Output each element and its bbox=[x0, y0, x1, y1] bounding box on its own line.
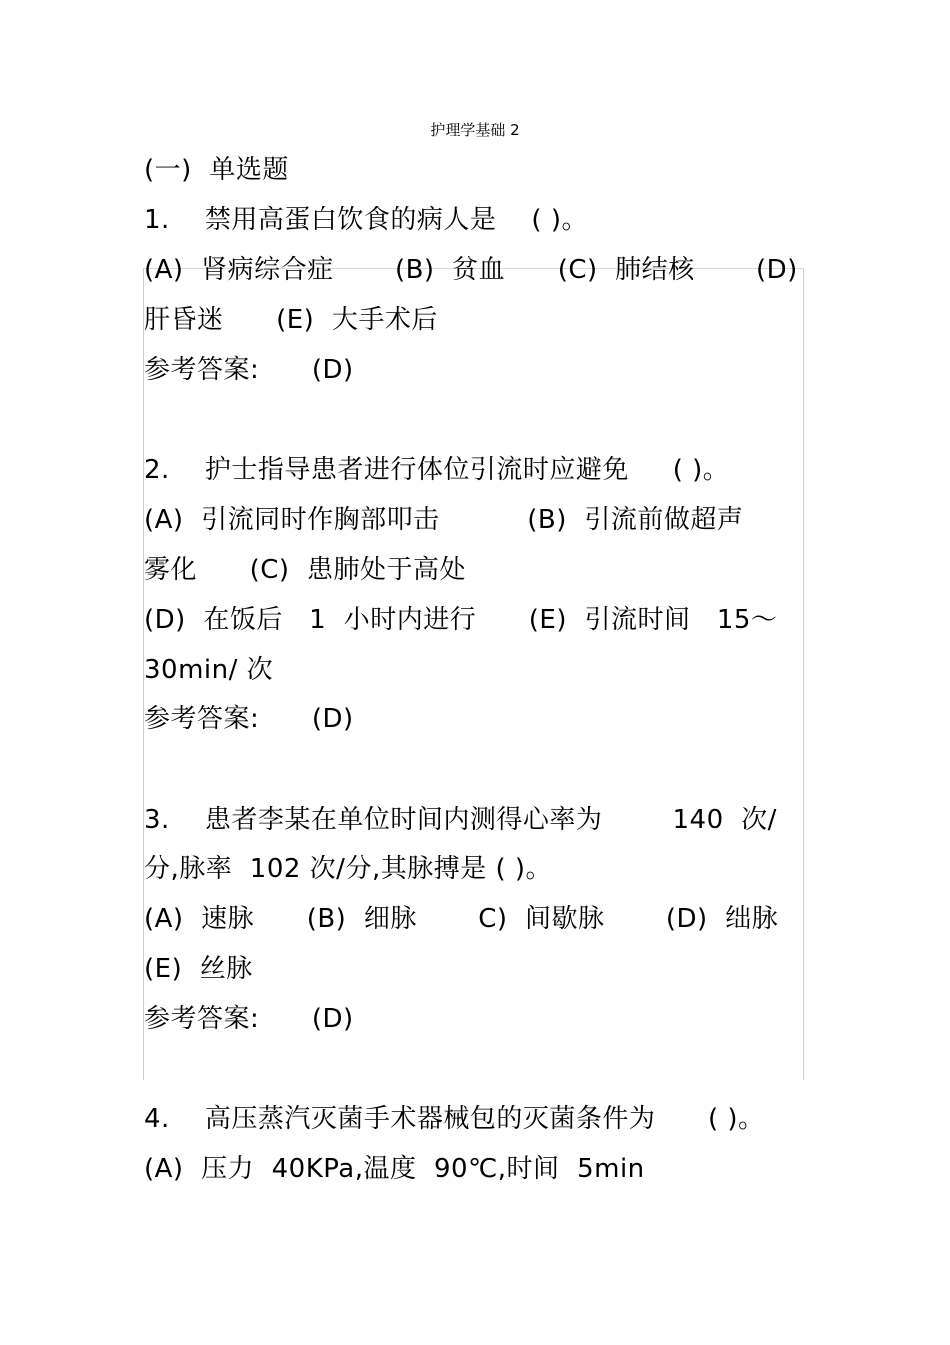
question-3-answer: 参考答案: (D) bbox=[144, 1004, 354, 1034]
question-4-stem: 4. 高压蒸汽灭菌手术器械包的灭菌条件为 ( )。 bbox=[144, 1104, 765, 1134]
question-2-options-line-4: 30min/ 次 bbox=[144, 655, 274, 685]
question-1-answer: 参考答案: (D) bbox=[144, 355, 354, 385]
question-3-options-line-1: (A) 速脉 (B) 细脉 C) 间歇脉 (D) 绌脉 bbox=[144, 904, 779, 934]
question-1-options-line-1: (A) 肾病综合症 (B) 贫血 (C) 肺结核 (D) bbox=[144, 255, 798, 285]
question-2-options-line-1: (A) 引流同时作胸部叩击 (B) 引流前做超声 bbox=[144, 505, 744, 535]
question-1-options-line-2: 肝昏迷 (E) 大手术后 bbox=[144, 305, 438, 335]
page-title: 护理学基础 2 bbox=[430, 121, 520, 139]
section-heading: (一) 单选题 bbox=[144, 155, 289, 185]
question-2-options-line-3: (D) 在饭后 1 小时内进行 (E) 引流时间 15～ bbox=[144, 605, 778, 635]
question-4-options-line-1: (A) 压力 40KPa,温度 90℃,时间 5min bbox=[144, 1154, 645, 1184]
question-3-options-line-2: (E) 丝脉 bbox=[144, 954, 253, 984]
question-1-stem: 1. 禁用高蛋白饮食的病人是 ( )。 bbox=[144, 205, 588, 235]
question-3-stem-line-2: 分,脉率 102 次/分,其脉搏是 ( )。 bbox=[144, 854, 553, 884]
question-2-answer: 参考答案: (D) bbox=[144, 704, 354, 734]
question-2-stem: 2. 护士指导患者进行体位引流时应避免 ( )。 bbox=[144, 455, 730, 485]
question-2-options-line-2: 雾化 (C) 患肺处于高处 bbox=[144, 555, 467, 585]
question-3-stem-line-1: 3. 患者李某在单位时间内测得心率为 140 次/ bbox=[144, 805, 777, 835]
